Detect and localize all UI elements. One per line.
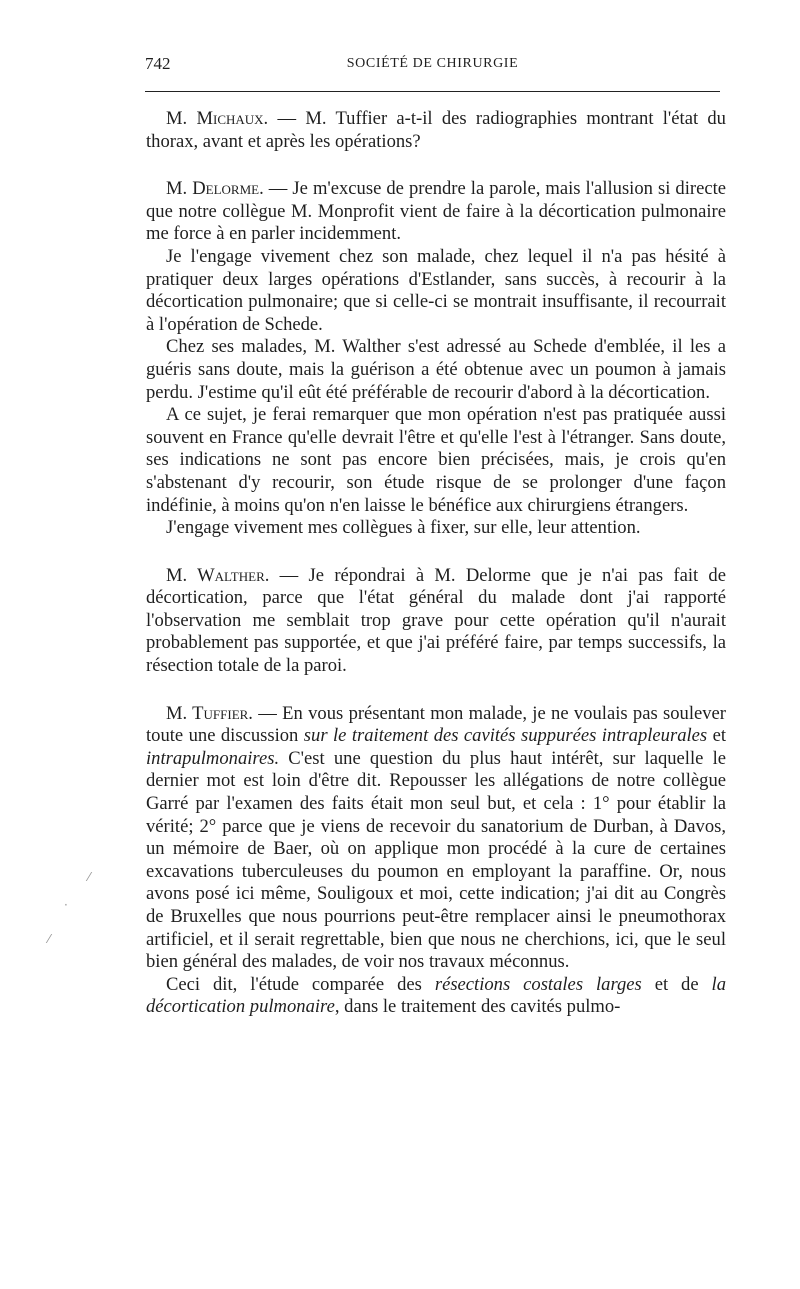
margin-mark: ·	[64, 898, 68, 912]
paragraph-text-block: Chez ses malades, M. Walther s'est adressé au Schede d'emblée, il les a guéris sans doute, mais la guérison a été obtenue avec un poumon à jamais perdu. J'estime qu'il eût été préférable de recourir d'abord à la décortication.	[146, 336, 726, 403]
header-rule	[145, 91, 720, 92]
paragraph-text: Ceci dit, l'étude comparée des	[166, 973, 435, 995]
paragraph-text: , dans le traitement des cavités pulmo-	[334, 996, 621, 1018]
paragraph-walther	[146, 565, 726, 678]
speaker-name: M. Michaux.	[166, 108, 269, 129]
speaker-name: M. Walther.	[166, 564, 270, 586]
paragraph-text: — Je m'excuse de prendre la parole, mais l'allusion si directe que notre collègue M. Monprofit vient de faire à la décortication pulmonaire me force à en parler incidemment.	[146, 178, 726, 245]
paragraph-delorme	[146, 178, 726, 246]
italic-text: la décortication pulmonaire	[146, 973, 727, 1018]
paragraph-text: et	[707, 725, 727, 747]
italic-text: résections costales larges	[434, 973, 642, 995]
margin-mark: ⁄	[48, 932, 51, 946]
paragraph-text: — En vous présentant mon malade, je ne voulais pas soulever toute une discussion	[146, 702, 726, 747]
paragraph-gap	[146, 153, 726, 178]
paragraph-text-block: A ce sujet, je ferai remarquer que mon opération n'est pas pratiquée aussi souvent en France qu'elle devrait l'être et qu'elle l'est à l'étranger. Sans doute, ses indications ne sont pas encore bien précisées, mais, je crois qu'en s'abstenant d'y recourir, son étude risque de se prolonger d'une façon indéfinie, à moins qu'on n'en laisse le bénéfice aux chirurgiens étrangers.	[146, 404, 726, 516]
paragraph-text: — M. Tuffier a-t-il des radiographies montrant l'état du thorax, avant et après les opérations?	[146, 108, 726, 152]
speaker-name: M. Delorme.	[166, 178, 264, 200]
paragraph-conclusion	[146, 974, 726, 1019]
speaker-name: M. Tuffier.	[166, 702, 253, 724]
paragraph-text-block: Je l'engage vivement chez son malade, chez lequel il n'a pas hésité à pratiquer deux larges opérations d'Estlander, sans succès, à recourir à la décortication pulmonaire; que si celle-ci se montrait insuffisante, il recourrait à l'opération de Schede.	[146, 245, 726, 335]
journal-title: SOCIÉTÉ DE CHIRURGIE	[346, 56, 519, 71]
body-text	[146, 108, 726, 1019]
paragraph-gap	[146, 678, 726, 703]
italic-text: intrapulmonaires.	[146, 747, 280, 769]
paragraph-tuffier	[146, 703, 726, 974]
italic-text: sur le traitement des cavités suppurées intrapleurales	[303, 725, 708, 747]
running-head	[145, 54, 720, 80]
paragraph-text: — Je répondrai à M. Delorme que je n'ai pas fait de décortication, parce que l'état général du malade dont j'ai rapporté l'observation me semblait trop grave pour cette opération qu'il n'aurait probablement pas supportée, et que j'ai préféré faire, par temps successifs, la résection totale de la paroi.	[146, 564, 726, 677]
paragraph-michaux	[146, 108, 726, 153]
paragraph-text: C'est une question du plus haut intérêt, sur laquelle le dernier mot est loin d'être dit. Repousser les allégations de notre collègue Garré par l'examen des faits était mon seul but, et cela : 1° pour établir la vérité; 2° parce que je viens de recevoir du sanatorium de Durban, à Davos, un mémoire de Baer, où on applique mon procédé à la cure de certaines excavations tuberculeuses du poumon en employant la paraffine. Or, nous avons posé ici même, Souligoux et moi, cette indication; j'ai dit au Congrès de Bruxelles que nous pourrions peut-être remplacer ainsi le pneumothorax artificiel, et il serait regrettable, bien que nous ne cherchions, ici, que le seul bien général des malades, de voir nos travaux méconnus.	[146, 747, 726, 973]
paragraph-gap	[146, 540, 726, 565]
margin-mark: ⁄	[88, 870, 91, 884]
paragraph-text: et de	[641, 973, 712, 995]
page-number: 742	[145, 54, 171, 73]
paragraph-text-block: J'engage vivement mes collègues à fixer, sur elle, leur attention.	[166, 517, 641, 539]
